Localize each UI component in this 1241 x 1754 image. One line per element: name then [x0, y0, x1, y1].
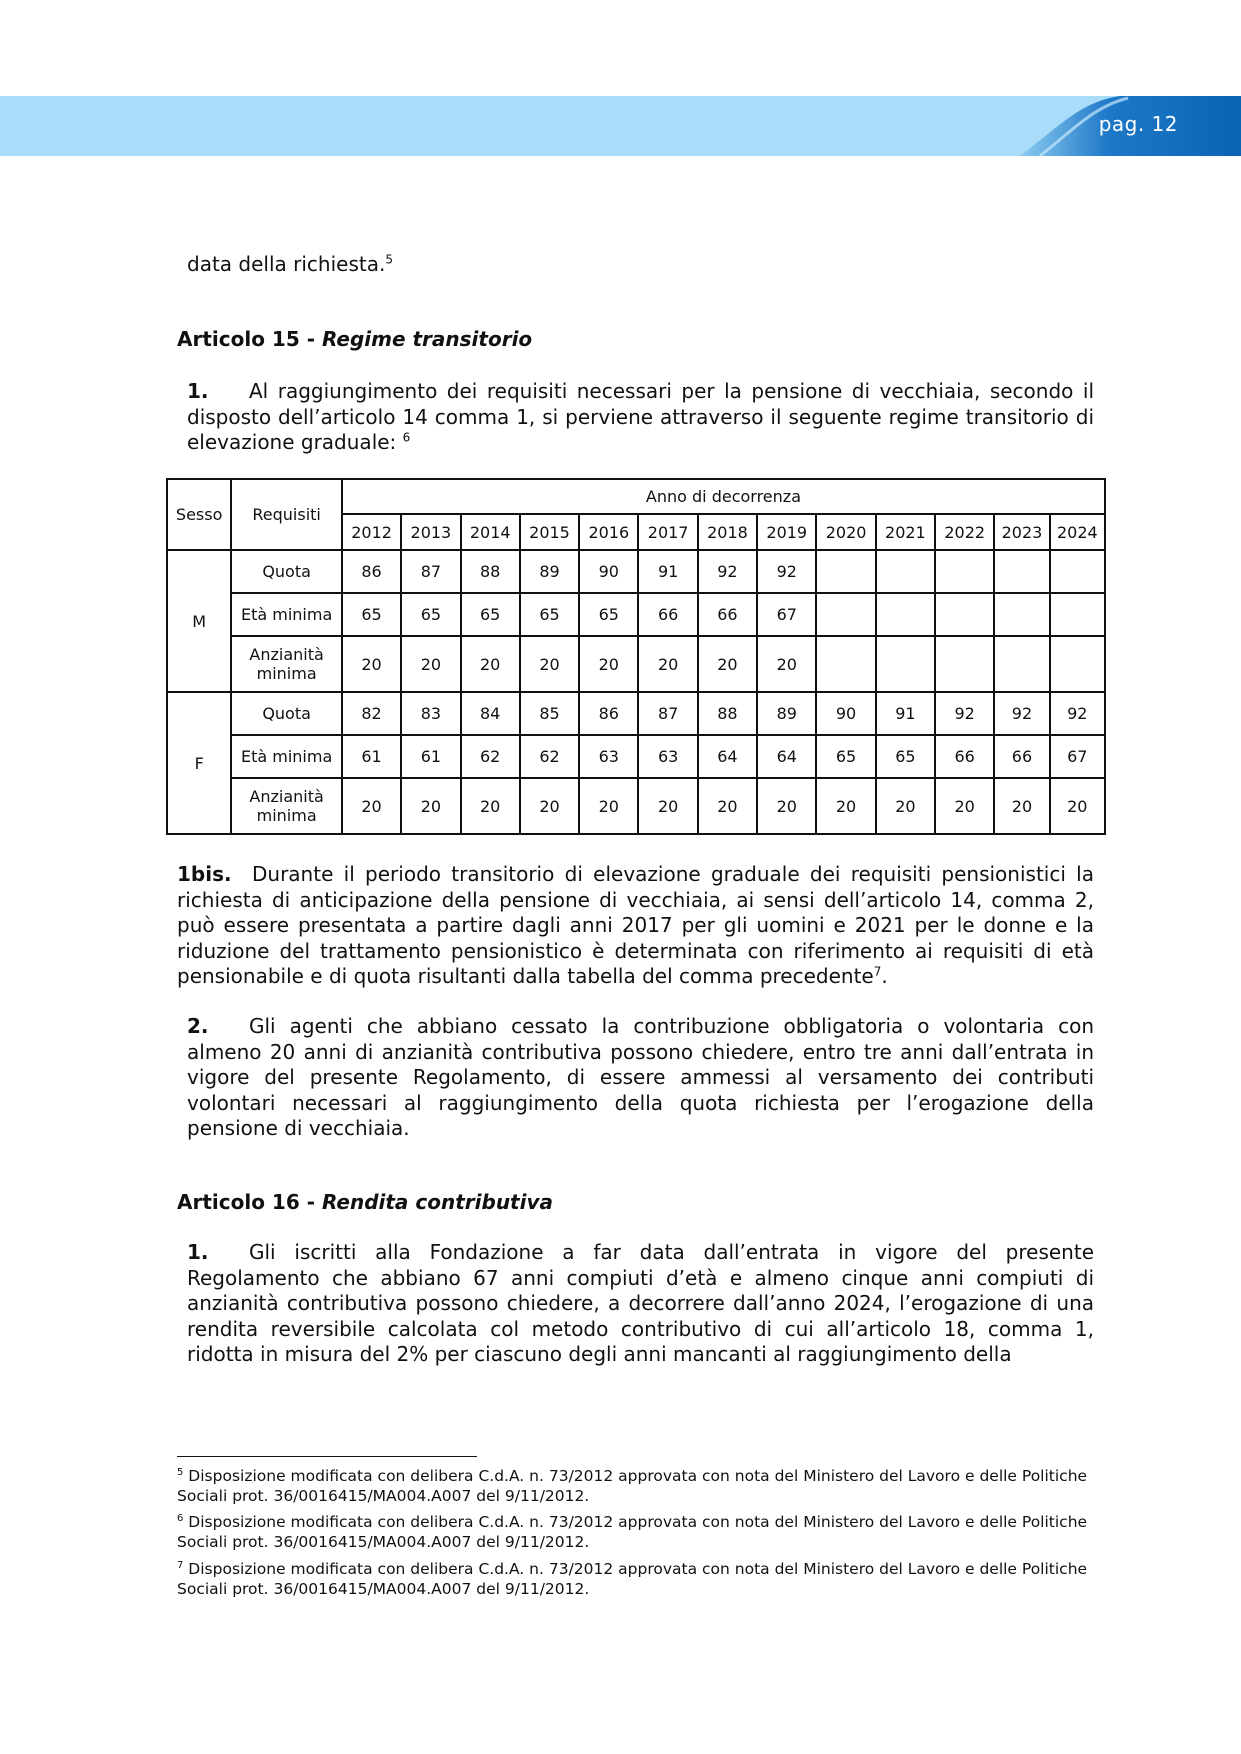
value-cell	[1050, 593, 1105, 636]
row-label: Età minima	[231, 593, 342, 636]
value-cell	[1050, 550, 1105, 593]
value-cell: 20	[994, 778, 1049, 834]
value-cell: 65	[579, 593, 638, 636]
table-row	[167, 593, 1105, 636]
value-cell	[994, 550, 1049, 593]
value-cell: 82	[342, 692, 401, 735]
comma-number: 1.	[187, 379, 209, 403]
value-cell: 20	[579, 636, 638, 692]
value-cell: 65	[816, 735, 875, 778]
value-cell: 90	[816, 692, 875, 735]
value-cell	[816, 550, 875, 593]
transitional-table	[166, 478, 1106, 835]
value-cell: 20	[935, 778, 994, 834]
value-cell: 20	[461, 778, 520, 834]
row-label-line2: minima	[256, 664, 317, 683]
value-cell: 63	[579, 735, 638, 778]
row-label: Età minima	[231, 735, 342, 778]
footnote-number: 5	[177, 1466, 184, 1478]
footnote-number: 6	[177, 1512, 184, 1524]
year-cell: 2020	[816, 514, 875, 550]
table-row	[167, 636, 1105, 692]
art15-comma-1	[187, 379, 1094, 456]
value-cell: 89	[520, 550, 579, 593]
value-cell: 86	[579, 692, 638, 735]
year-cell: 2021	[876, 514, 935, 550]
value-cell	[935, 636, 994, 692]
value-cell: 88	[698, 692, 757, 735]
value-cell	[935, 550, 994, 593]
comma-text: Al raggiungimento dei requisiti necessari per la pensione di vecchiaia, secondo il disposto dell’articolo 14 comma 1, si perviene attraverso il seguente regime transitorio di elevazione graduale:	[187, 379, 1094, 454]
value-cell: 64	[698, 735, 757, 778]
value-cell: 88	[461, 550, 520, 593]
value-cell	[935, 593, 994, 636]
footnote-text: Disposizione modificata con delibera C.d.A. n. 73/2012 approvata con nota del Ministero del Lavoro e delle Politiche Sociali prot. 36/0016415/MA004.A007 del 9/11/2012.	[177, 1560, 1088, 1598]
footnote-7	[177, 1560, 1094, 1599]
value-cell: 20	[520, 636, 579, 692]
value-cell: 62	[461, 735, 520, 778]
value-cell: 20	[401, 636, 460, 692]
page-number: pag. 12	[1098, 112, 1178, 136]
table-row	[167, 692, 1105, 735]
comma-end: .	[881, 964, 888, 988]
value-cell: 20	[757, 778, 816, 834]
heading-title: Rendita contributiva	[321, 1190, 553, 1214]
year-cell: 2016	[579, 514, 638, 550]
value-cell: 66	[994, 735, 1049, 778]
comma-text: Gli agenti che abbiano cessato la contribuzione obbligatoria o volontaria con almeno 20 anni di anzianità contributiva possono chiedere, entro tre anni dall’entrata in vigore del presente Regolamento, di essere ammessi al versamento dei contributi volontari necessari al raggiungimento della quota richiesta per l’erogazione della pensione di vecchiaia.	[187, 1014, 1094, 1140]
row-label	[231, 778, 342, 834]
value-cell: 91	[876, 692, 935, 735]
value-cell: 20	[638, 636, 697, 692]
heading-prefix: Articolo 15 -	[177, 327, 322, 351]
value-cell: 67	[757, 593, 816, 636]
year-cell: 2024	[1050, 514, 1105, 550]
row-label-line1: Anzianità	[249, 645, 324, 664]
sex-cell: F	[167, 692, 231, 834]
sex-cell: M	[167, 550, 231, 692]
row-label-line1: Anzianità	[249, 787, 324, 806]
header-anno: Anno di decorrenza	[342, 479, 1105, 514]
value-cell: 20	[579, 778, 638, 834]
value-cell: 92	[1050, 692, 1105, 735]
footnote-ref: 5	[385, 252, 393, 267]
table-row	[167, 735, 1105, 778]
value-cell: 87	[401, 550, 460, 593]
value-cell	[876, 593, 935, 636]
value-cell: 66	[638, 593, 697, 636]
art15-comma-1bis	[177, 862, 1094, 990]
value-cell: 63	[638, 735, 697, 778]
art16-comma-1	[187, 1240, 1094, 1368]
intro-line	[187, 252, 393, 278]
value-cell	[876, 550, 935, 593]
value-cell: 20	[342, 636, 401, 692]
header-band	[0, 96, 1241, 156]
value-cell	[816, 636, 875, 692]
comma-number: 1bis.	[177, 862, 232, 886]
heading-title: Regime transitorio	[321, 327, 533, 351]
value-cell: 65	[876, 735, 935, 778]
intro-text: data della richiesta.	[187, 252, 386, 276]
value-cell: 66	[698, 593, 757, 636]
year-cell: 2023	[994, 514, 1049, 550]
value-cell: 67	[1050, 735, 1105, 778]
footnote-separator	[177, 1456, 477, 1457]
article-16-heading	[177, 1190, 553, 1215]
value-cell	[1050, 636, 1105, 692]
value-cell: 20	[816, 778, 875, 834]
value-cell: 65	[401, 593, 460, 636]
value-cell: 20	[342, 778, 401, 834]
year-cell: 2018	[698, 514, 757, 550]
table-row	[167, 550, 1105, 593]
value-cell: 92	[698, 550, 757, 593]
value-cell	[994, 593, 1049, 636]
value-cell: 20	[876, 778, 935, 834]
article-15-heading	[177, 327, 532, 352]
value-cell: 20	[461, 636, 520, 692]
value-cell: 86	[342, 550, 401, 593]
value-cell: 92	[994, 692, 1049, 735]
value-cell: 64	[757, 735, 816, 778]
value-cell: 89	[757, 692, 816, 735]
value-cell: 90	[579, 550, 638, 593]
heading-prefix: Articolo 16 -	[177, 1190, 322, 1214]
year-cell: 2017	[638, 514, 697, 550]
footnote-number: 7	[177, 1559, 184, 1571]
value-cell: 66	[935, 735, 994, 778]
value-cell: 20	[757, 636, 816, 692]
footnote-ref: 6	[402, 430, 411, 445]
value-cell: 92	[757, 550, 816, 593]
year-cell: 2014	[461, 514, 520, 550]
value-cell: 87	[638, 692, 697, 735]
comma-text: Gli iscritti alla Fondazione a far data dall’entrata in vigore del presente Regolamento che abbiano 67 anni compiuti d’età e almeno cinque anni compiuti di anzianità contributiva possono chiedere, a decorrere dall’anno 2024, l’erogazione di una rendita reversibile calcolata col metodo contributivo di cui all’articolo 18, comma 1, ridotta in misura del 2% per ciascuno degli anni mancanti al raggiungimento della	[187, 1240, 1094, 1366]
value-cell: 83	[401, 692, 460, 735]
value-cell: 20	[520, 778, 579, 834]
comma-number: 2.	[187, 1014, 209, 1038]
value-cell: 20	[1050, 778, 1105, 834]
footnote-text: Disposizione modificata con delibera C.d.A. n. 73/2012 approvata con nota del Ministero del Lavoro e delle Politiche Sociali prot. 36/0016415/MA004.A007 del 9/11/2012.	[177, 1467, 1088, 1505]
art15-comma-2	[187, 1014, 1094, 1142]
header-requisiti: Requisiti	[231, 479, 342, 550]
value-cell: 20	[638, 778, 697, 834]
row-label: Quota	[231, 550, 342, 593]
header-swoosh	[0, 96, 1241, 156]
year-cell: 2022	[935, 514, 994, 550]
footnote-5	[177, 1467, 1094, 1506]
value-cell: 65	[520, 593, 579, 636]
table-row	[167, 778, 1105, 834]
comma-number: 1.	[187, 1240, 209, 1264]
value-cell: 65	[461, 593, 520, 636]
value-cell: 20	[401, 778, 460, 834]
value-cell	[816, 593, 875, 636]
footnote-ref: 7	[873, 964, 882, 979]
year-cell: 2019	[757, 514, 816, 550]
value-cell: 85	[520, 692, 579, 735]
value-cell: 20	[698, 636, 757, 692]
value-cell: 91	[638, 550, 697, 593]
comma-text: Durante il periodo transitorio di elevazione graduale dei requisiti pensionistici la richiesta di anticipazione della pensione di vecchiaia, ai sensi dell’articolo 14, comma 2, può essere presentata a partire dagli anni 2017 per gli uomini e 2021 per le donne e la riduzione del trattamento pensionistico è determinata con riferimento ai requisiti di età pensionabile e di quota risultanti dalla tabella del comma precedente	[177, 862, 1094, 988]
year-cell: 2012	[342, 514, 401, 550]
value-cell	[876, 636, 935, 692]
value-cell: 92	[935, 692, 994, 735]
row-label-line2: minima	[256, 806, 317, 825]
value-cell	[994, 636, 1049, 692]
value-cell: 61	[342, 735, 401, 778]
year-cell: 2013	[401, 514, 460, 550]
value-cell: 61	[401, 735, 460, 778]
value-cell: 20	[698, 778, 757, 834]
value-cell: 65	[342, 593, 401, 636]
value-cell: 84	[461, 692, 520, 735]
header-sesso: Sesso	[167, 479, 231, 550]
year-cell: 2015	[520, 514, 579, 550]
footnote-text: Disposizione modificata con delibera C.d.A. n. 73/2012 approvata con nota del Ministero del Lavoro e delle Politiche Sociali prot. 36/0016415/MA004.A007 del 9/11/2012.	[177, 1513, 1088, 1551]
row-label	[231, 636, 342, 692]
footnote-6	[177, 1513, 1094, 1552]
value-cell: 62	[520, 735, 579, 778]
row-label: Quota	[231, 692, 342, 735]
